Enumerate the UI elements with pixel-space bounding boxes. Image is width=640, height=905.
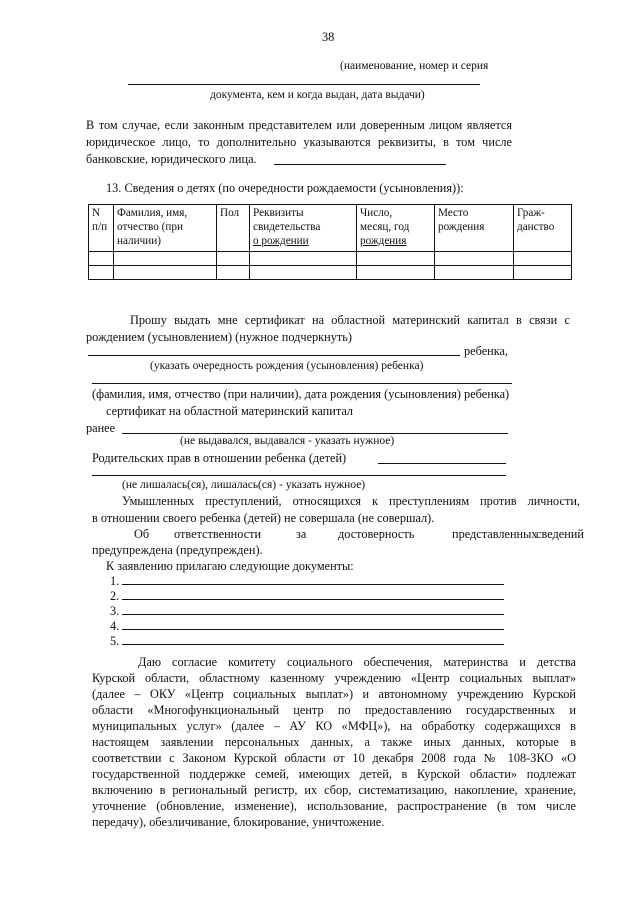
children-section-title: 13. Сведения о детях (по очередности рождаемости (усыновления)): — [106, 181, 464, 195]
doc-caption-bottom: документа, кем и когда выдан, дата выдачи) — [210, 89, 425, 101]
doc-line — [128, 84, 480, 85]
crimes-line-2: в отношении своего ребенка (детей) не совершала (не совершал). — [92, 511, 435, 525]
consent-line-7: соответствии с Законом Курской области от 10 декабря 2008 года № 108-ЗКО «О — [92, 751, 576, 765]
earlier-label: ранее — [86, 421, 116, 435]
doc-number-4: 4. — [110, 619, 120, 633]
doc-number-5: 5. — [110, 634, 120, 648]
doc-number-2: 2. — [110, 589, 120, 603]
page-number: 38 — [322, 30, 335, 44]
attachment-field-3[interactable] — [122, 614, 504, 615]
birth-order-field[interactable] — [88, 355, 460, 356]
col-header-citizenship: Граж- данство — [514, 205, 572, 252]
table-row[interactable] — [89, 266, 572, 280]
attachments-title: К заявлению прилагаю следующие документы: — [106, 559, 354, 573]
consent-line-2: Курской области, областному казенному учреждению «Центр социальных выплат» — [92, 671, 576, 685]
warned-label: предупреждена (предупрежден). — [92, 543, 263, 557]
crimes-line-1: Умышленных преступлений, относящихся к преступлениям против личности, — [122, 494, 580, 508]
child-suffix: ребенка, — [464, 344, 509, 358]
consent-line-6: настоящем заявлении персональных данных, а также иных данных, которые в — [92, 735, 576, 749]
liability-word-4: достоверность — [338, 527, 415, 541]
parental-rights-field-2[interactable] — [92, 475, 506, 476]
doc-number-1: 1. — [110, 574, 120, 588]
caption-birth-order: (указать очередность рождения (усыновления) ребенка) — [150, 360, 424, 372]
child-details-field[interactable] — [92, 383, 512, 384]
col-header-birthplace: Место рождения — [435, 205, 514, 252]
attachment-field-5[interactable] — [122, 644, 504, 645]
table-row[interactable] — [89, 252, 572, 266]
consent-line-3: (далее – ОКУ «Центр социальных выплат») и автономному учреждению Курской — [92, 687, 576, 701]
liability-word-2: ответственности — [174, 527, 262, 541]
legal-rep-line-3: банковские, юридического лица. — [86, 152, 257, 166]
children-table — [88, 204, 572, 280]
col-header-sex: Пол — [217, 205, 250, 252]
doc-caption-top: (наименование, номер и серия — [340, 60, 489, 72]
consent-line-1: Даю согласие комитету социального обеспечения, материнства и детства — [138, 655, 576, 669]
liability-word-3: за — [296, 527, 307, 541]
col-header-birth-date: Число, месяц, год рождения — [357, 205, 435, 252]
consent-line-9: включению в региональный регистр, их сбор, систематизацию, накопление, хранение, — [92, 783, 576, 797]
caption-issued: (не выдавался, выдавался - указать нужное) — [180, 435, 395, 447]
request-line-1: Прошу выдать мне сертификат на областной материнский капитал в связи с — [130, 313, 570, 327]
request-line-2: рождением (усыновлением) (нужное подчеркнуть) — [86, 330, 352, 344]
certificate-label: сертификат на областной материнский капитал — [106, 404, 354, 418]
bank-details-field[interactable] — [274, 164, 446, 165]
col-header-name: Фамилия, имя, отчество (при наличии) — [114, 205, 217, 252]
liability-word-6: сведений — [536, 527, 584, 541]
legal-rep-line-2: юридическое лицо, то дополнительно указываются реквизиты, в том числе — [86, 135, 512, 149]
parental-rights-field-1[interactable] — [378, 463, 506, 464]
issued-field[interactable] — [122, 433, 508, 434]
caption-deprived: (не лишалась(ся), лишалась(ся) - указать нужное) — [122, 479, 366, 491]
col-header-certificate: Реквизиты свидетельства о рождении — [250, 205, 357, 252]
consent-line-8: государственной поддержке семей, имеющих детей, в Курской области» подлежат — [92, 767, 576, 781]
parental-rights-label: Родительских прав в отношении ребенка (детей) — [92, 451, 347, 465]
consent-line-5: муниципальных услуг» (далее – АУ КО «МФЦ»), на обработку содержащихся в — [92, 719, 576, 733]
attachment-field-1[interactable] — [122, 584, 504, 585]
legal-rep-line-1: В том случае, если законным представителем или доверенным лицом является — [86, 118, 512, 132]
attachment-field-2[interactable] — [122, 599, 504, 600]
col-header-number: N п/п — [89, 205, 114, 252]
caption-child-details: (фамилия, имя, отчество (при наличии), дата рождения (усыновления) ребенка) — [92, 387, 510, 401]
consent-line-10: уточнение (обновление, изменение), использование, распространение (в том числе — [92, 799, 576, 813]
attachment-field-4[interactable] — [122, 629, 504, 630]
consent-line-11: передачу), обезличивание, блокирование, уничтожение. — [92, 815, 385, 829]
liability-word-1: Об — [134, 527, 150, 541]
liability-word-5: представленных — [452, 527, 538, 541]
doc-number-3: 3. — [110, 604, 120, 618]
consent-line-4: области «Многофункциональный центр по предоставлению государственных и — [92, 703, 576, 717]
